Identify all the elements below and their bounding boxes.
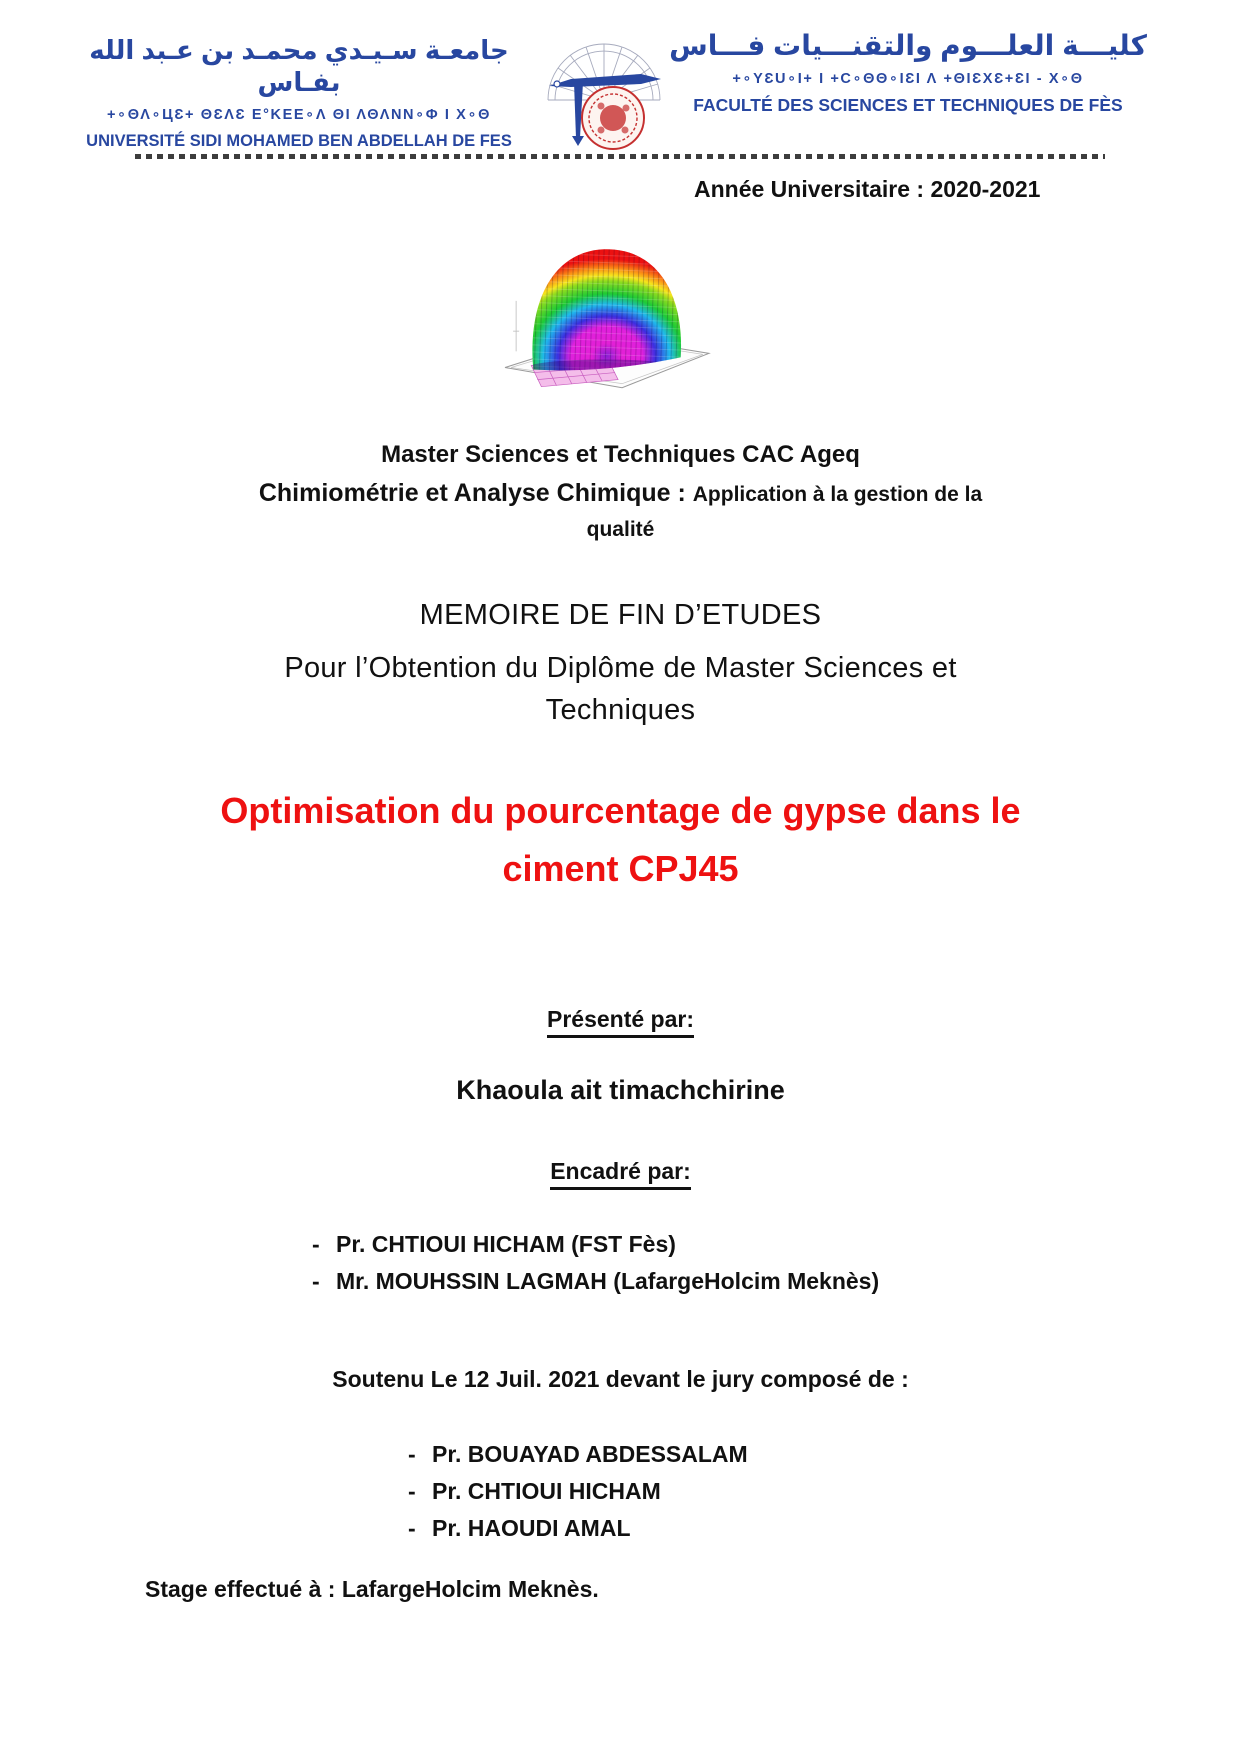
author-name: Khaoula ait timachchirine bbox=[456, 1075, 785, 1105]
dash-bullet: - bbox=[408, 1515, 416, 1541]
memoire-heading: MEMOIRE DE FIN D’ETUDES bbox=[419, 599, 822, 631]
academic-year: Année Universitaire : 2020-2021 bbox=[694, 176, 1041, 202]
letterhead-right bbox=[648, 30, 1168, 116]
university-crest-icon bbox=[541, 24, 667, 158]
crest-pen-icon bbox=[549, 74, 661, 87]
crest-medallion-icon bbox=[582, 87, 644, 149]
dash-bullet: - bbox=[408, 1441, 416, 1467]
memoire-purpose-line1: Pour l’Obtention du Diplôme de Master Sciences et bbox=[284, 652, 957, 684]
dash-bullet: - bbox=[312, 1231, 320, 1257]
university-name-arabic: جامعـة سـيـدي محمـد بن عـبد الله بفـاس bbox=[89, 35, 509, 97]
presented-by-heading-text: Présenté par: bbox=[547, 1006, 694, 1038]
supervisor-item bbox=[312, 1263, 879, 1300]
faculty-name-latin: FACULTÉ DES SCIENCES ET TECHNIQUES DE FÈS bbox=[693, 95, 1123, 115]
university-name-latin: UNIVERSITÉ SIDI MOHAMED BEN ABDELLAH DE FES bbox=[86, 132, 512, 150]
supervisor-list bbox=[312, 1226, 879, 1300]
program-subtitle-cont: qualité bbox=[586, 518, 655, 541]
response-surface-3d-plot bbox=[503, 238, 715, 392]
presented-by-heading bbox=[0, 1006, 1241, 1038]
supervisor-item bbox=[312, 1226, 879, 1263]
program-subtitle-strong: Chimiométrie et Analyse Chimique : bbox=[258, 479, 693, 507]
jury-item bbox=[408, 1510, 748, 1547]
program-subtitle bbox=[0, 479, 1241, 508]
thesis-title-line1: Optimisation du pourcentage de gypse dans le bbox=[220, 790, 1021, 831]
letterhead-left bbox=[84, 34, 514, 152]
program-title: Master Sciences et Techniques CAC Ageq bbox=[381, 441, 860, 468]
thesis-title-line2: ciment CPJ45 bbox=[502, 848, 739, 889]
supervised-by-heading-text: Encadré par: bbox=[550, 1158, 691, 1190]
dash-bullet: - bbox=[312, 1268, 320, 1294]
program-subtitle-rest: Application à la gestion de la bbox=[692, 483, 983, 506]
faculty-name-arabic: كليـــة العلـــوم والتقنـــيات فـــاس bbox=[669, 30, 1147, 61]
supervisor-name: Mr. MOUHSSIN LAGMAH (LafargeHolcim Meknès) bbox=[336, 1268, 880, 1294]
jury-list bbox=[408, 1436, 748, 1547]
internship-location: Stage effectué à : LafargeHolcim Meknès. bbox=[145, 1576, 599, 1602]
supervised-by-heading bbox=[0, 1158, 1241, 1190]
jury-member-name: Pr. CHTIOUI HICHAM bbox=[432, 1478, 661, 1504]
jury-member-name: Pr. BOUAYAD ABDESSALAM bbox=[432, 1441, 748, 1467]
jury-item bbox=[408, 1473, 748, 1510]
jury-member-name: Pr. HAOUDI AMAL bbox=[432, 1515, 631, 1541]
memoire-purpose-line2: Techniques bbox=[545, 694, 696, 726]
supervisor-name: Pr. CHTIOUI HICHAM (FST Fès) bbox=[336, 1231, 676, 1257]
defense-intro: Soutenu Le 12 Juil. 2021 devant le jury composé de : bbox=[332, 1366, 909, 1392]
dash-bullet: - bbox=[408, 1478, 416, 1504]
faculty-name-tifinagh: +∘ΥƐU∘Ι+ Ι +C∘ΘΘ∘ΙƐΙ Λ +ΘΙƐΧƐ+ƐΙ - Χ∘Θ bbox=[732, 71, 1084, 87]
university-name-tifinagh: +∘ΘΛ∘ЦƐ+ ΘƐΛƐ Ε°ΚΕΕ∘Λ ΘΙ ΛΘΛΝΝ∘Φ Ι Χ∘Θ bbox=[106, 107, 492, 123]
jury-item bbox=[408, 1436, 748, 1473]
